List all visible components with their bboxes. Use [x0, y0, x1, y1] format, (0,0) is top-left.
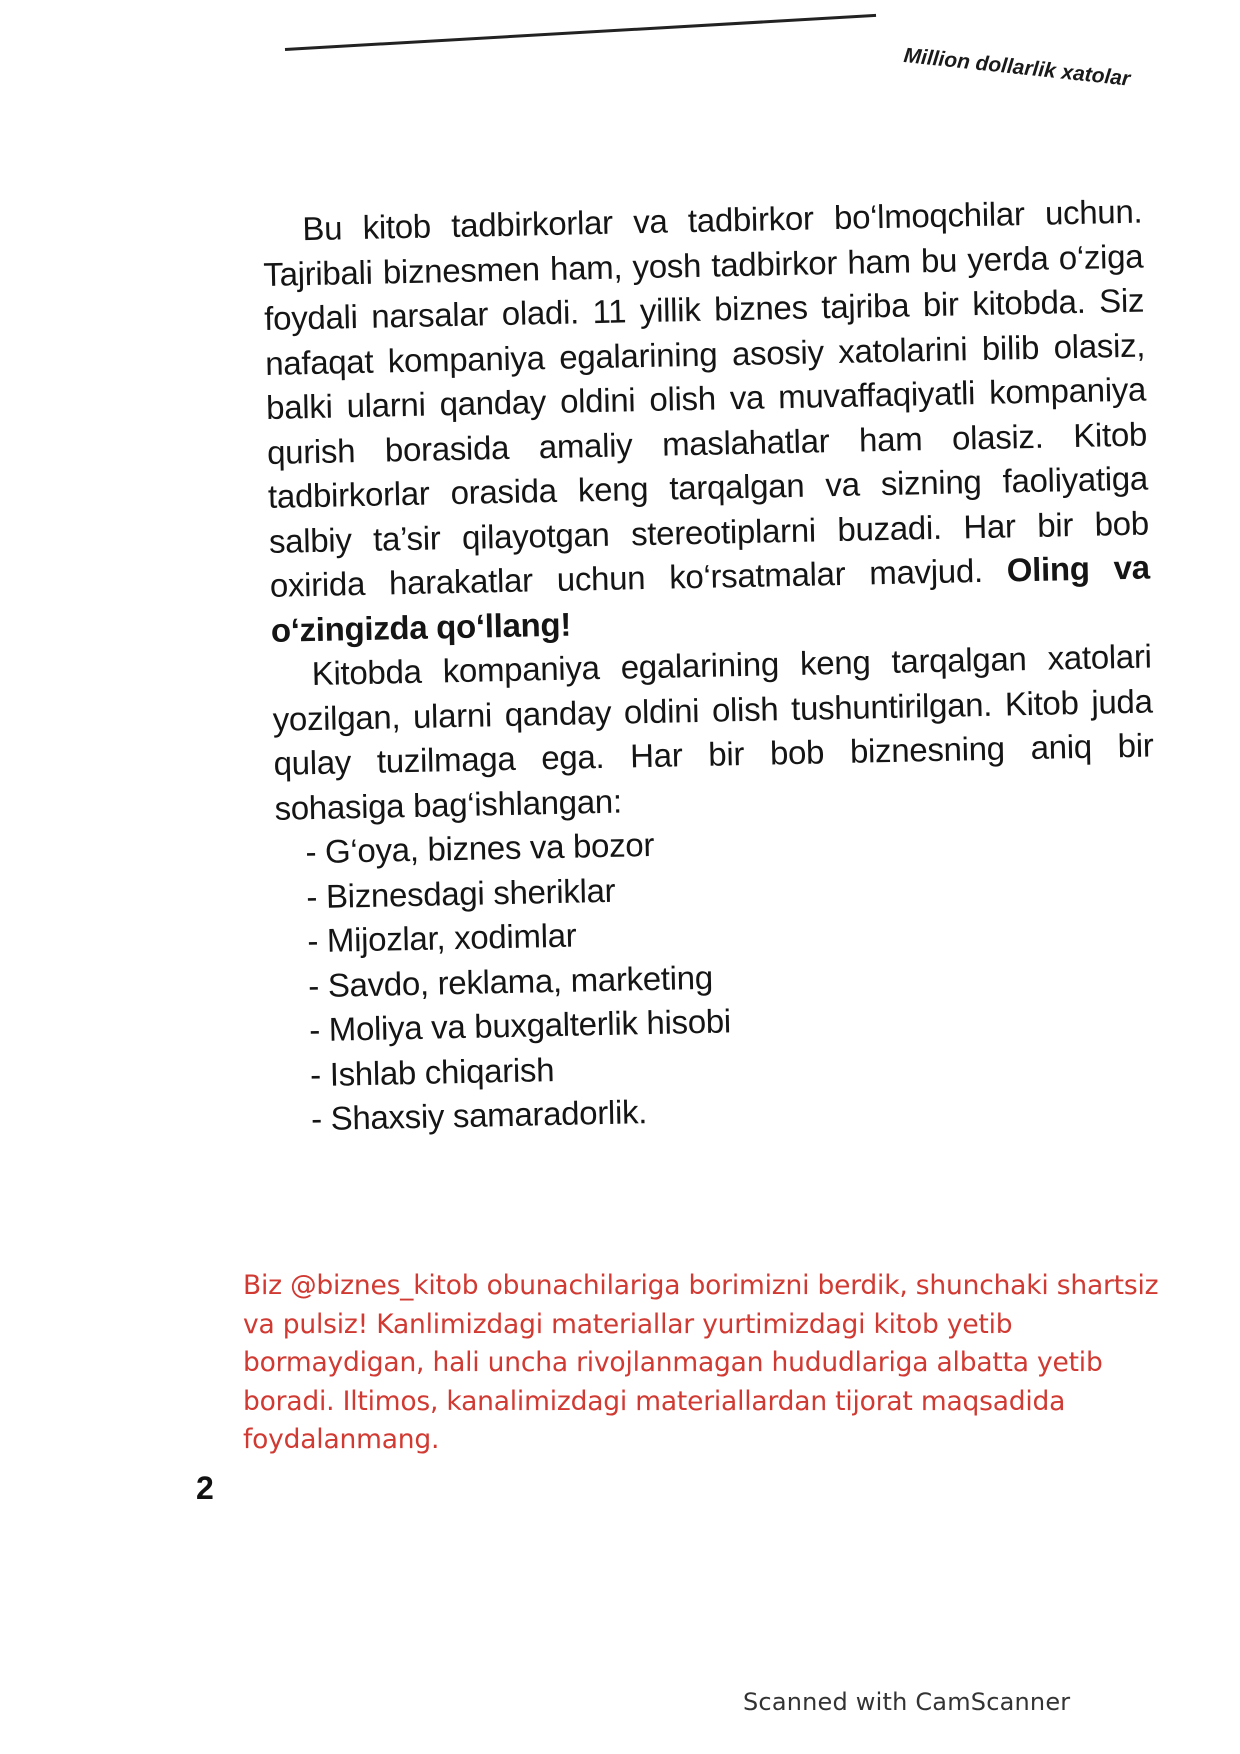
list-item: - Mijozlar, xodimlar	[306, 916, 577, 960]
list-item: - Savdo, reklama, marketing	[307, 958, 714, 1004]
scanner-watermark: Scanned with CamScanner	[743, 1688, 1071, 1716]
topics-list	[275, 812, 1161, 1142]
paragraph-indent	[272, 685, 312, 686]
paragraph-intro-emphasis: Oling va o‘zingizda qo‘llang!	[270, 548, 1151, 649]
paragraph-intro	[262, 190, 1151, 653]
page-number: 2	[196, 1470, 214, 1506]
list-item: - Biznesdagi sheriklar	[306, 871, 616, 915]
list-item: - Moliya va buxgalterlik hisobi	[308, 1002, 732, 1049]
body-text	[262, 190, 1161, 1143]
list-item: - G‘oya, biznes va bozor	[305, 825, 655, 871]
paragraph-structure-text: Kitobda kompaniya egalarining keng tarqalgan xatolari yozilgan, ularni qanday oldini olish tushuntirilgan. Kitob juda qulay tuzilmaga ega. Har bir bob biznesning aniq bir sohasiga bag‘ishlangan:	[272, 637, 1154, 827]
paragraph-structure	[271, 634, 1155, 830]
header-rule	[285, 14, 876, 51]
paragraph-indent	[263, 240, 303, 241]
list-item: - Shaxsiy samaradorlik.	[310, 1093, 648, 1138]
paragraph-intro-text: Bu kitob tadbirkorlar va tadbirkor bo‘lmoqchilar uchun. Tajribali biznesmen ham, yosh tadbirkor ham bu yerda o‘ziga foydali narsalar oladi. 11 yillik biznes tajriba bir kitobda. Siz nafaqat kompaniya egalarining asosiy xatolarini bilib olasiz, balki ularni qanday oldini olish va muvaffaqiyatli kompaniya qurish borasida amaliy maslahatlar ham olasiz. Kitob tadbirkorlar orasida keng tarqalgan va sizning faoliyatiga salbiy ta’sir qilayotgan stereotiplarni buzadi. Har bir bob oxirida harakatlar uchun ko‘rsatmalar mavjud.	[262, 192, 1150, 604]
list-item: - Ishlab chiqarish	[309, 1050, 555, 1093]
channel-notice: Biz @biznes_kitob obunachilariga borimizni berdik, shunchaki shartsiz va pulsiz! Kanlimizdagi materiallar yurtimizdagi kitob yetib bormaydigan, hali uncha rivojlanmagan hududlariga albatta yetib boradi. Iltimos, kanalimizdagi materiallardan tijorat maqsadida foydalanmang.	[243, 1270, 1159, 1455]
running-head: Million dollarlik xatolar	[902, 44, 1132, 91]
